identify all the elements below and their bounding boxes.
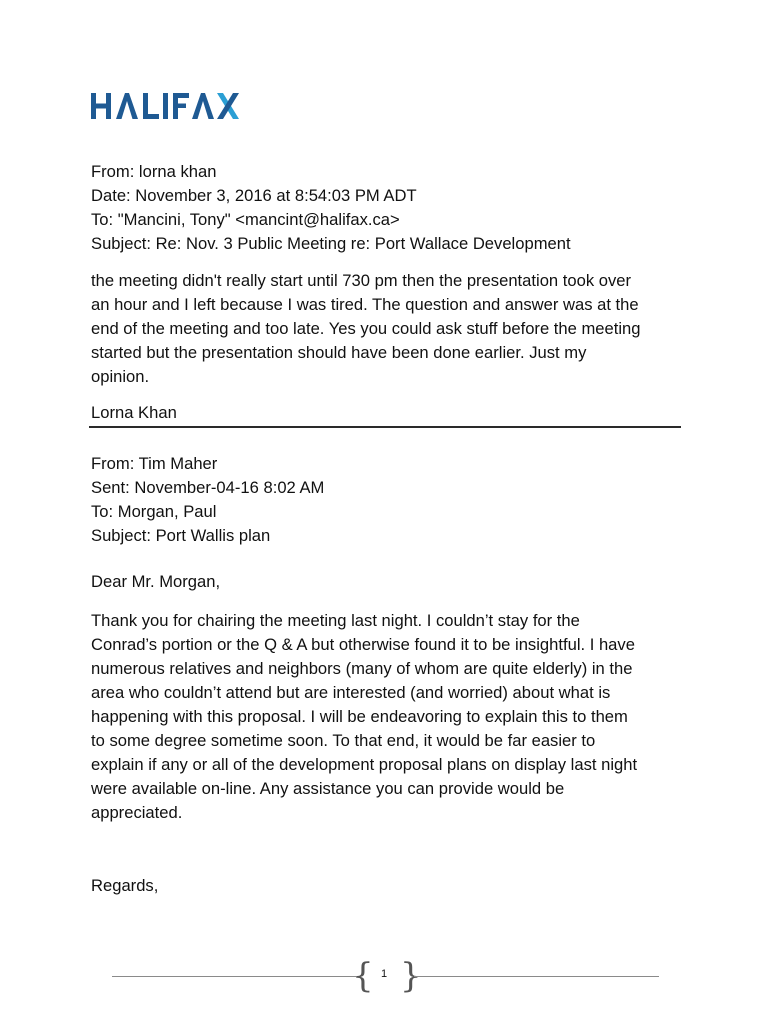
email2-body-line: appreciated.: [91, 803, 183, 822]
email2-body-line: Thank you for chairing the meeting last night. I couldn’t stay for the: [91, 611, 580, 630]
email2-body-line: to some degree sometime soon. To that end, it would be far easier to: [91, 731, 596, 750]
email2-subject: Subject: Port Wallis plan: [91, 526, 271, 545]
email2-to: To: Morgan, Paul: [91, 502, 217, 521]
footer-left-brace: {: [352, 956, 374, 996]
email1-body-line: end of the meeting and too late. Yes you could ask stuff before the meeting: [91, 319, 641, 338]
footer-rule-left: [112, 976, 356, 977]
email2-greeting: Dear Mr. Morgan,: [91, 572, 221, 591]
email1-body-line: started but the presentation should have been done earlier. Just my: [91, 343, 587, 362]
email2-from: From: Tim Maher: [91, 454, 218, 473]
email1-signature: Lorna Khan: [91, 403, 177, 422]
email1-body-line: an hour and I left because I was tired. The question and answer was at the: [91, 295, 639, 314]
email1-body: [91, 269, 691, 389]
email1-to: To: "Mancini, Tony" <mancint@halifax.ca>: [91, 210, 400, 229]
email2-body-line: happening with this proposal. I will be endeavoring to explain this to them: [91, 707, 628, 726]
email1-subject: Subject: Re: Nov. 3 Public Meeting re: Port Wallace Development: [91, 234, 571, 253]
email2-body-line: Conrad’s portion or the Q & A but otherwise found it to be insightful. I have: [91, 635, 635, 654]
footer-right-brace: }: [400, 956, 422, 996]
page-number: 1: [380, 968, 388, 980]
email1-from: From: lorna khan: [91, 162, 217, 181]
email2-body-line: were available on-line. Any assistance you can provide would be: [91, 779, 565, 798]
email2-body-line: area who couldn’t attend but are interested (and worried) about what is: [91, 683, 611, 702]
email2-body: [91, 609, 691, 825]
section-divider: [89, 426, 681, 428]
email1-body-line: the meeting didn't really start until 730 pm then the presentation took over: [91, 271, 632, 290]
email2-closing: Regards,: [91, 876, 159, 895]
footer-rule-right: [414, 976, 659, 977]
halifax-logo: [91, 90, 241, 124]
email1-date: Date: November 3, 2016 at 8:54:03 PM ADT: [91, 186, 417, 205]
email2-body-line: explain if any or all of the development proposal plans on display last night: [91, 755, 638, 774]
email2-sent: Sent: November-04-16 8:02 AM: [91, 478, 325, 497]
halifax-logo-graphic: [91, 90, 241, 122]
email1-body-line: opinion.: [91, 367, 150, 386]
email2-body-line: numerous relatives and neighbors (many of whom are quite elderly) in the: [91, 659, 633, 678]
